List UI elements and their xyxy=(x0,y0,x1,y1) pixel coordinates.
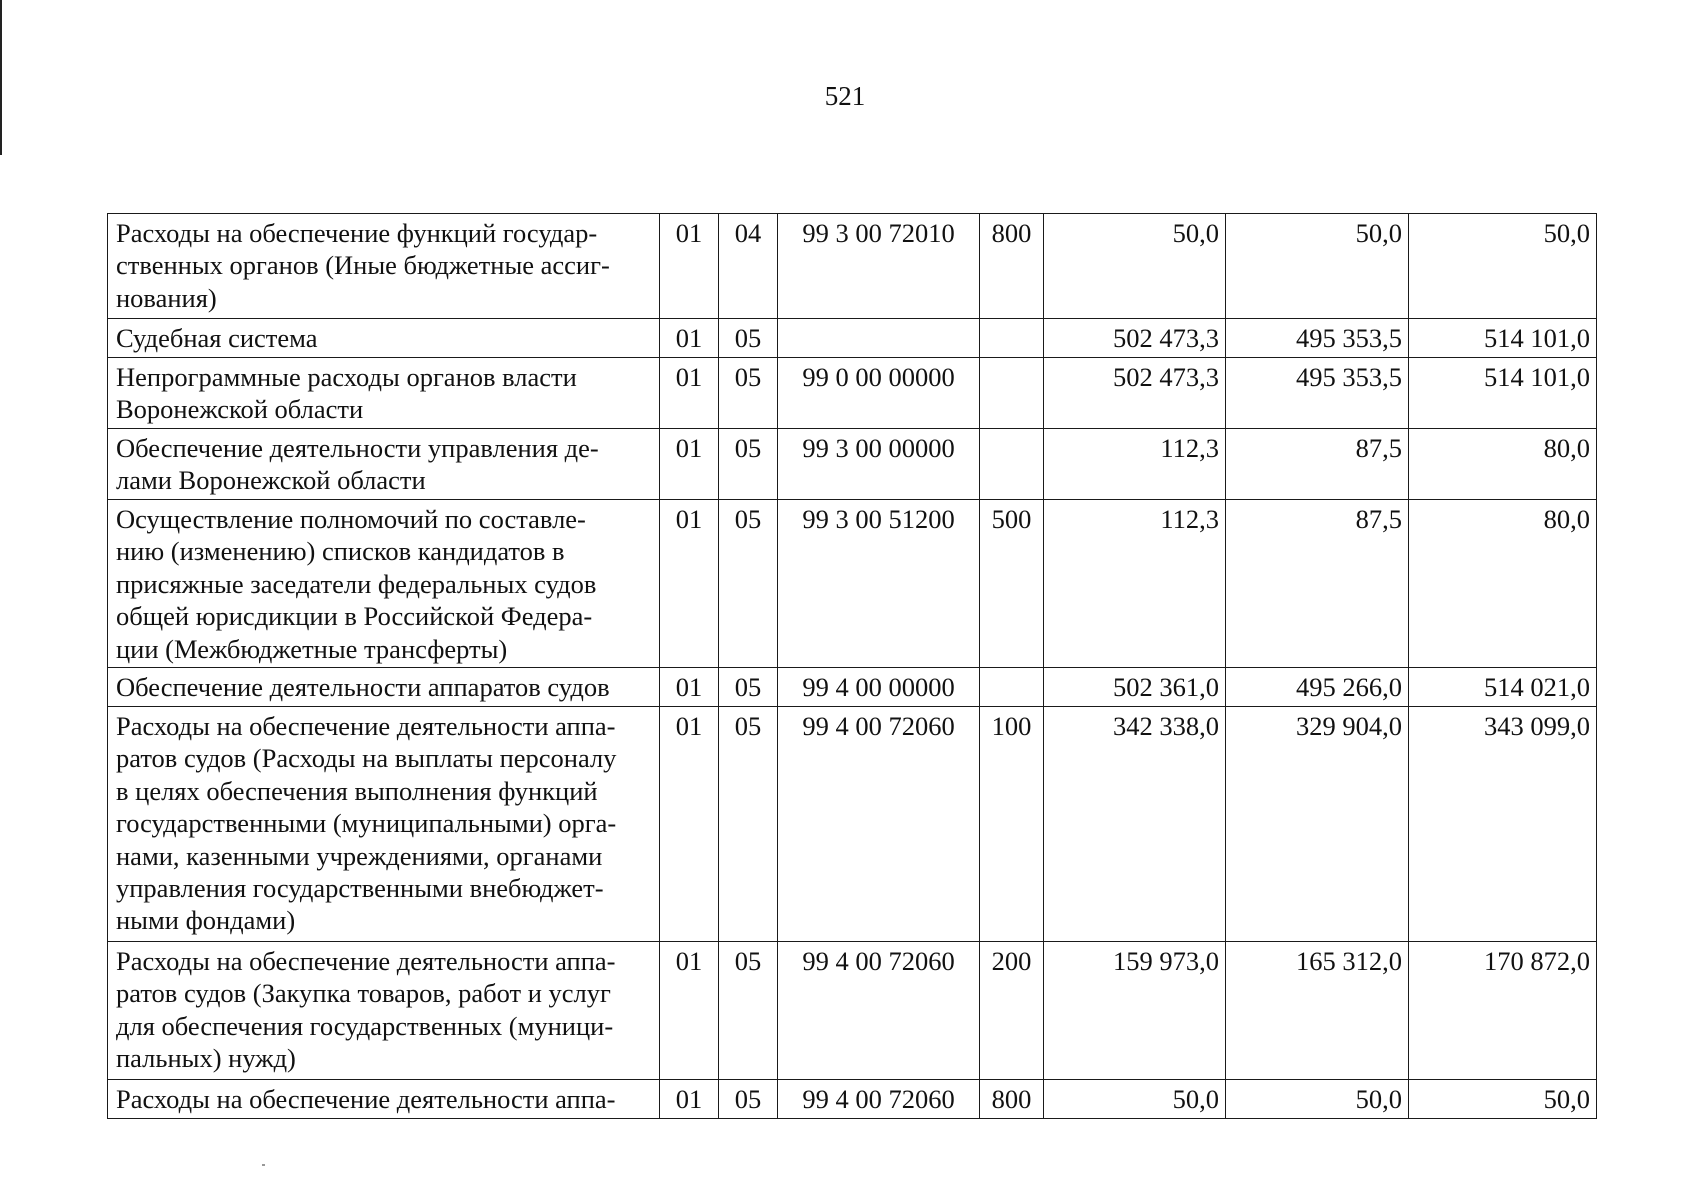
table-row xyxy=(108,429,1597,500)
page-number: 521 xyxy=(824,81,866,111)
amount-year1-cell: 112,3 xyxy=(1044,500,1226,668)
target-article-cell xyxy=(778,319,980,358)
expense-type-cell xyxy=(980,429,1044,500)
row-name-cell xyxy=(108,358,660,429)
expense-type-cell: 500 xyxy=(980,500,1044,668)
amount-year3-cell: 514 021,0 xyxy=(1409,668,1597,707)
row-name-cell xyxy=(108,429,660,500)
name-line: лами Воронежской области xyxy=(116,465,426,496)
expense-type-cell: 800 xyxy=(980,1080,1044,1119)
name-line: ными фондами) xyxy=(116,905,296,936)
table-row xyxy=(108,668,1597,707)
table-row xyxy=(108,214,1597,319)
table-row xyxy=(108,1080,1597,1119)
amount-year3-cell: 170 872,0 xyxy=(1409,942,1597,1080)
target-article-cell: 99 4 00 72060 xyxy=(778,1080,980,1119)
expense-type-cell: 800 xyxy=(980,214,1044,319)
name-line: Обеспечение деятельности аппаратов судов xyxy=(116,672,610,703)
name-line: Воронежской области xyxy=(116,394,364,425)
section-code-cell: 01 xyxy=(660,358,719,429)
target-article-cell: 99 0 00 00000 xyxy=(778,358,980,429)
scan-speck xyxy=(262,1164,265,1166)
section-code-cell: 01 xyxy=(660,214,719,319)
amount-year3-cell: 343 099,0 xyxy=(1409,707,1597,942)
amount-year2-cell: 87,5 xyxy=(1226,500,1409,668)
name-line: ратов судов (Расходы на выплаты персоналу xyxy=(116,743,617,774)
subsection-code-cell: 04 xyxy=(719,214,778,319)
target-article-cell: 99 4 00 72060 xyxy=(778,942,980,1080)
subsection-code-cell: 05 xyxy=(719,500,778,668)
row-name-cell xyxy=(108,942,660,1080)
amount-year3-cell: 50,0 xyxy=(1409,1080,1597,1119)
budget-table xyxy=(107,213,1597,1119)
subsection-code-cell: 05 xyxy=(719,942,778,1080)
amount-year1-cell: 502 473,3 xyxy=(1044,319,1226,358)
section-code-cell: 01 xyxy=(660,707,719,942)
table-row xyxy=(108,500,1597,668)
name-line: управления государственными внебюджет- xyxy=(116,873,604,904)
name-line: пальных) нужд) xyxy=(116,1043,296,1074)
section-code-cell: 01 xyxy=(660,1080,719,1119)
name-line: для обеспечения государственных (муници- xyxy=(116,1010,614,1041)
scan-edge-line xyxy=(0,0,2,155)
table-row xyxy=(108,942,1597,1080)
expense-type-cell: 100 xyxy=(980,707,1044,942)
row-name-cell xyxy=(108,707,660,942)
row-name-cell xyxy=(108,214,660,319)
section-code-cell: 01 xyxy=(660,319,719,358)
target-article-cell: 99 3 00 00000 xyxy=(778,429,980,500)
amount-year3-cell: 80,0 xyxy=(1409,500,1597,668)
expense-type-cell xyxy=(980,668,1044,707)
name-line: Расходы на обеспечение деятельности аппа- xyxy=(116,711,616,742)
amount-year2-cell: 495 353,5 xyxy=(1226,319,1409,358)
subsection-code-cell: 05 xyxy=(719,707,778,942)
name-line: нию (изменению) списков кандидатов в xyxy=(116,536,565,567)
amount-year2-cell: 50,0 xyxy=(1226,1080,1409,1119)
table-row xyxy=(108,319,1597,358)
amount-year2-cell: 87,5 xyxy=(1226,429,1409,500)
name-line: ции (Межбюджетные трансферты) xyxy=(116,633,508,664)
table-row xyxy=(108,358,1597,429)
amount-year1-cell: 502 361,0 xyxy=(1044,668,1226,707)
table-body xyxy=(108,214,1597,1119)
row-name-cell xyxy=(108,319,660,358)
expense-type-cell xyxy=(980,358,1044,429)
amount-year2-cell: 495 353,5 xyxy=(1226,358,1409,429)
target-article-cell: 99 3 00 72010 xyxy=(778,214,980,319)
target-article-cell: 99 4 00 00000 xyxy=(778,668,980,707)
name-line: общей юрисдикции в Российской Федера- xyxy=(116,601,593,632)
amount-year3-cell: 80,0 xyxy=(1409,429,1597,500)
row-name-cell xyxy=(108,668,660,707)
amount-year1-cell: 159 973,0 xyxy=(1044,942,1226,1080)
subsection-code-cell: 05 xyxy=(719,319,778,358)
subsection-code-cell: 05 xyxy=(719,358,778,429)
name-line: Расходы на обеспечение деятельности аппа- xyxy=(116,946,616,977)
expense-type-cell: 200 xyxy=(980,942,1044,1080)
subsection-code-cell: 05 xyxy=(719,668,778,707)
amount-year1-cell: 50,0 xyxy=(1044,214,1226,319)
name-line: ственных органов (Иные бюджетные ассиг- xyxy=(116,250,610,281)
name-line: Расходы на обеспечение деятельности аппа- xyxy=(116,1084,616,1115)
amount-year3-cell: 514 101,0 xyxy=(1409,358,1597,429)
name-line: Осуществление полномочий по составле- xyxy=(116,504,586,534)
amount-year1-cell: 502 473,3 xyxy=(1044,358,1226,429)
table-row xyxy=(108,707,1597,942)
section-code-cell: 01 xyxy=(660,942,719,1080)
section-code-cell: 01 xyxy=(660,668,719,707)
name-line: присяжные заседатели федеральных судов xyxy=(116,568,597,599)
section-code-cell: 01 xyxy=(660,500,719,668)
amount-year1-cell: 112,3 xyxy=(1044,429,1226,500)
name-line: Непрограммные расходы органов власти xyxy=(116,362,577,392)
name-line: Обеспечение деятельности управления де- xyxy=(116,433,599,463)
name-line: Судебная система xyxy=(116,323,318,353)
amount-year2-cell: 50,0 xyxy=(1226,214,1409,319)
amount-year3-cell: 50,0 xyxy=(1409,214,1597,319)
amount-year2-cell: 165 312,0 xyxy=(1226,942,1409,1080)
subsection-code-cell: 05 xyxy=(719,1080,778,1119)
name-line: ратов судов (Закупка товаров, работ и услуг xyxy=(116,978,611,1009)
expense-type-cell xyxy=(980,319,1044,358)
name-line: Расходы на обеспечение функций государ- xyxy=(116,218,598,248)
amount-year3-cell: 514 101,0 xyxy=(1409,319,1597,358)
name-line: в целях обеспечения выполнения функций xyxy=(116,775,598,806)
name-line: нования) xyxy=(116,282,217,313)
amount-year1-cell: 50,0 xyxy=(1044,1080,1226,1119)
target-article-cell: 99 3 00 51200 xyxy=(778,500,980,668)
section-code-cell: 01 xyxy=(660,429,719,500)
amount-year1-cell: 342 338,0 xyxy=(1044,707,1226,942)
target-article-cell: 99 4 00 72060 xyxy=(778,707,980,942)
row-name-cell xyxy=(108,1080,660,1119)
row-name-cell xyxy=(108,500,660,668)
amount-year2-cell: 329 904,0 xyxy=(1226,707,1409,942)
amount-year2-cell: 495 266,0 xyxy=(1226,668,1409,707)
name-line: нами, казенными учреждениями, органами xyxy=(116,840,603,871)
name-line: государственными (муниципальными) орга- xyxy=(116,808,617,839)
subsection-code-cell: 05 xyxy=(719,429,778,500)
